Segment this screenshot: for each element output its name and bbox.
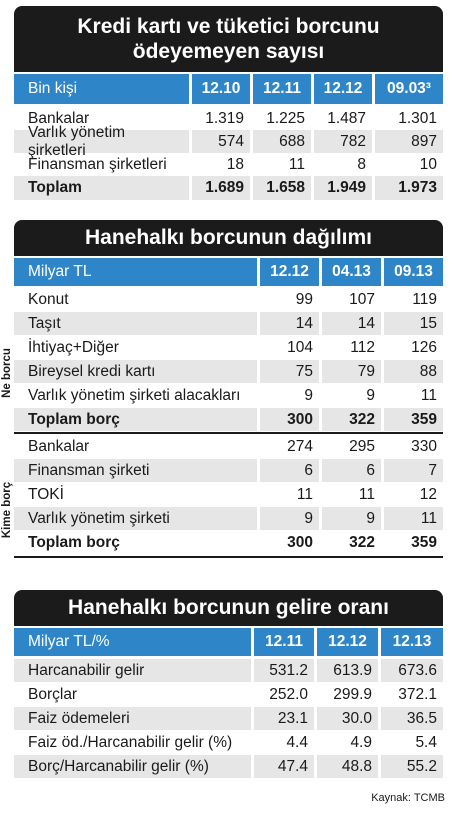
- cell-value: 126: [381, 336, 443, 359]
- table-row-total: [14, 176, 443, 200]
- cell-value: 300: [257, 408, 319, 431]
- table-row: [14, 435, 443, 458]
- cell-value: 574: [189, 130, 250, 153]
- table1-col-header: 09.03³: [372, 74, 443, 104]
- cell-value: 9: [319, 507, 381, 530]
- table1-title-line1: Kredi kartı ve tüketici borcunu: [77, 15, 380, 38]
- cell-value: 1.225: [250, 107, 311, 130]
- table-row: [14, 288, 443, 311]
- cell-value: 1.689: [189, 176, 250, 200]
- table2-column-header: [14, 258, 443, 286]
- row-label: Bireysel kredi kartı: [14, 360, 257, 383]
- table-credit-card-defaulters: [14, 6, 443, 206]
- cell-value: 11: [319, 483, 381, 506]
- table2-col-header: 12.12: [257, 258, 319, 286]
- cell-value: 1.658: [250, 176, 311, 200]
- cell-value: 119: [381, 288, 443, 311]
- cell-value: 274: [257, 435, 319, 458]
- table3-col-header: 12.13: [378, 628, 443, 656]
- table2-title: [14, 220, 443, 256]
- table1-col-header: 12.11: [250, 74, 311, 104]
- cell-value: 4.9: [314, 731, 378, 754]
- cell-value: 782: [311, 130, 372, 153]
- cell-value: 1.319: [189, 107, 250, 130]
- table3-unit: Milyar TL/%: [14, 628, 251, 656]
- cell-value: 5.4: [378, 731, 443, 754]
- table-row: [14, 683, 443, 706]
- row-label: İhtiyaç+Diğer: [28, 338, 119, 356]
- cell-value: 1.487: [311, 107, 372, 130]
- cell-value: 107: [319, 288, 381, 311]
- cell-value: 6: [257, 459, 319, 482]
- row-label: Faiz ödemeleri: [14, 707, 251, 730]
- cell-value: 6: [319, 459, 381, 482]
- table3-col-header: 12.12: [314, 628, 378, 656]
- cell-value: 55.2: [378, 755, 443, 778]
- cell-value: 252.0: [251, 683, 314, 706]
- row-label: Bankalar: [28, 437, 90, 455]
- cell-value: 11: [257, 483, 319, 506]
- cell-value: 1.301: [372, 107, 443, 130]
- table1-title: [14, 6, 443, 72]
- table2-col-header: 09.13: [381, 258, 443, 286]
- table-row-total: [14, 531, 443, 554]
- cell-value: 88: [381, 360, 443, 383]
- table-row: [14, 707, 443, 730]
- cell-value: 673.6: [378, 659, 443, 682]
- row-label: Varlık yönetim şirketi: [14, 507, 257, 530]
- cell-value: 14: [257, 312, 319, 335]
- table-household-debt-distribution: [14, 220, 443, 580]
- table2-col-header: 04.13: [319, 258, 381, 286]
- cell-value: 12: [381, 483, 443, 506]
- cell-value: 30.0: [314, 707, 378, 730]
- cell-value: 15: [381, 312, 443, 335]
- cell-value: 688: [250, 130, 311, 153]
- cell-value: 531.2: [251, 659, 314, 682]
- table-row: [14, 659, 443, 682]
- cell-value: 9: [257, 384, 319, 407]
- row-label: Borçlar: [28, 685, 78, 703]
- cell-value: 322: [319, 531, 381, 554]
- cell-value: 36.5: [378, 707, 443, 730]
- row-label: Toplam borç: [28, 533, 120, 551]
- cell-value: 299.9: [314, 683, 378, 706]
- row-label: TOKİ: [28, 485, 64, 503]
- cell-value: 1.973: [372, 176, 443, 200]
- cell-value: 18: [189, 153, 250, 176]
- cell-value: 11: [250, 153, 311, 176]
- cell-value: 4.4: [251, 731, 314, 754]
- cell-value: 11: [381, 384, 443, 407]
- row-label: Toplam borç: [14, 408, 257, 431]
- cell-value: 7: [381, 459, 443, 482]
- cell-value: 613.9: [314, 659, 378, 682]
- table1-col-header: 12.12: [311, 74, 372, 104]
- side-label-what-debt: Ne borcu: [1, 348, 13, 398]
- table-row: [14, 459, 443, 482]
- table1-title-line2: ödeyemeyen sayısı: [132, 40, 325, 63]
- side-label-whom-debt: Kime borç: [1, 481, 13, 539]
- cell-value: 23.1: [251, 707, 314, 730]
- cell-value: 47.4: [251, 755, 314, 778]
- table-row: [14, 123, 443, 159]
- table3-title-text: Hanehalkı borcunun gelire oranı: [68, 596, 389, 619]
- row-label: Harcanabilir gelir: [14, 659, 251, 682]
- cell-value: 8: [311, 153, 372, 176]
- cell-value: 9: [319, 384, 381, 407]
- cell-value: 14: [319, 312, 381, 335]
- cell-value: 99: [257, 288, 319, 311]
- row-label: Faiz öd./Harcanabilir gelir (%): [28, 733, 233, 751]
- table1-col-header: 12.10: [189, 74, 250, 104]
- table-row: [14, 731, 443, 754]
- table-row: [14, 312, 443, 335]
- table-household-debt-to-income: [14, 590, 443, 790]
- table-row: [14, 755, 443, 778]
- cell-value: 322: [319, 408, 381, 431]
- cell-value: 112: [319, 336, 381, 359]
- cell-value: 9: [257, 507, 319, 530]
- row-label: Finansman şirketi: [14, 459, 257, 482]
- cell-value: 48.8: [314, 755, 378, 778]
- cell-value: 11: [381, 507, 443, 530]
- source-note: Kaynak: TCMB: [371, 792, 445, 804]
- row-label: Varlık yönetim şirketi alacakları: [28, 386, 241, 404]
- row-label: Bankalar: [28, 109, 90, 127]
- table1-column-header: [14, 74, 443, 104]
- table1-unit: Bin kişi: [14, 74, 189, 104]
- cell-value: 897: [372, 130, 443, 153]
- divider: [14, 556, 443, 558]
- cell-value: 1.949: [311, 176, 372, 200]
- table3-title: [14, 590, 443, 626]
- row-label: Toplam: [14, 176, 189, 200]
- row-label: Finansman şirketleri: [28, 155, 167, 173]
- table2-unit: Milyar TL: [14, 258, 257, 286]
- table2-title-text: Hanehalkı borcunun dağılımı: [84, 226, 373, 249]
- cell-value: 79: [319, 360, 381, 383]
- table-row: [14, 360, 443, 383]
- table-row: [14, 336, 443, 359]
- cell-value: 359: [381, 408, 443, 431]
- table-row: [14, 507, 443, 530]
- row-label: Varlık yönetim şirketleri: [14, 130, 189, 153]
- cell-value: 295: [319, 435, 381, 458]
- row-label: Konut: [28, 290, 69, 308]
- cell-value: 359: [381, 531, 443, 554]
- row-label: Borç/Harcanabilir gelir (%): [14, 755, 251, 778]
- cell-value: 10: [372, 153, 443, 176]
- cell-value: 330: [381, 435, 443, 458]
- cell-value: 75: [257, 360, 319, 383]
- cell-value: 104: [257, 336, 319, 359]
- table3-col-header: 12.11: [251, 628, 314, 656]
- table3-column-header: [14, 628, 443, 656]
- row-label: Taşıt: [14, 312, 257, 335]
- cell-value: 372.1: [378, 683, 443, 706]
- table-row: [14, 384, 443, 407]
- divider: [14, 432, 443, 434]
- cell-value: 300: [257, 531, 319, 554]
- table-row: [14, 483, 443, 506]
- table-row-total: [14, 408, 443, 431]
- table-row: [14, 153, 443, 176]
